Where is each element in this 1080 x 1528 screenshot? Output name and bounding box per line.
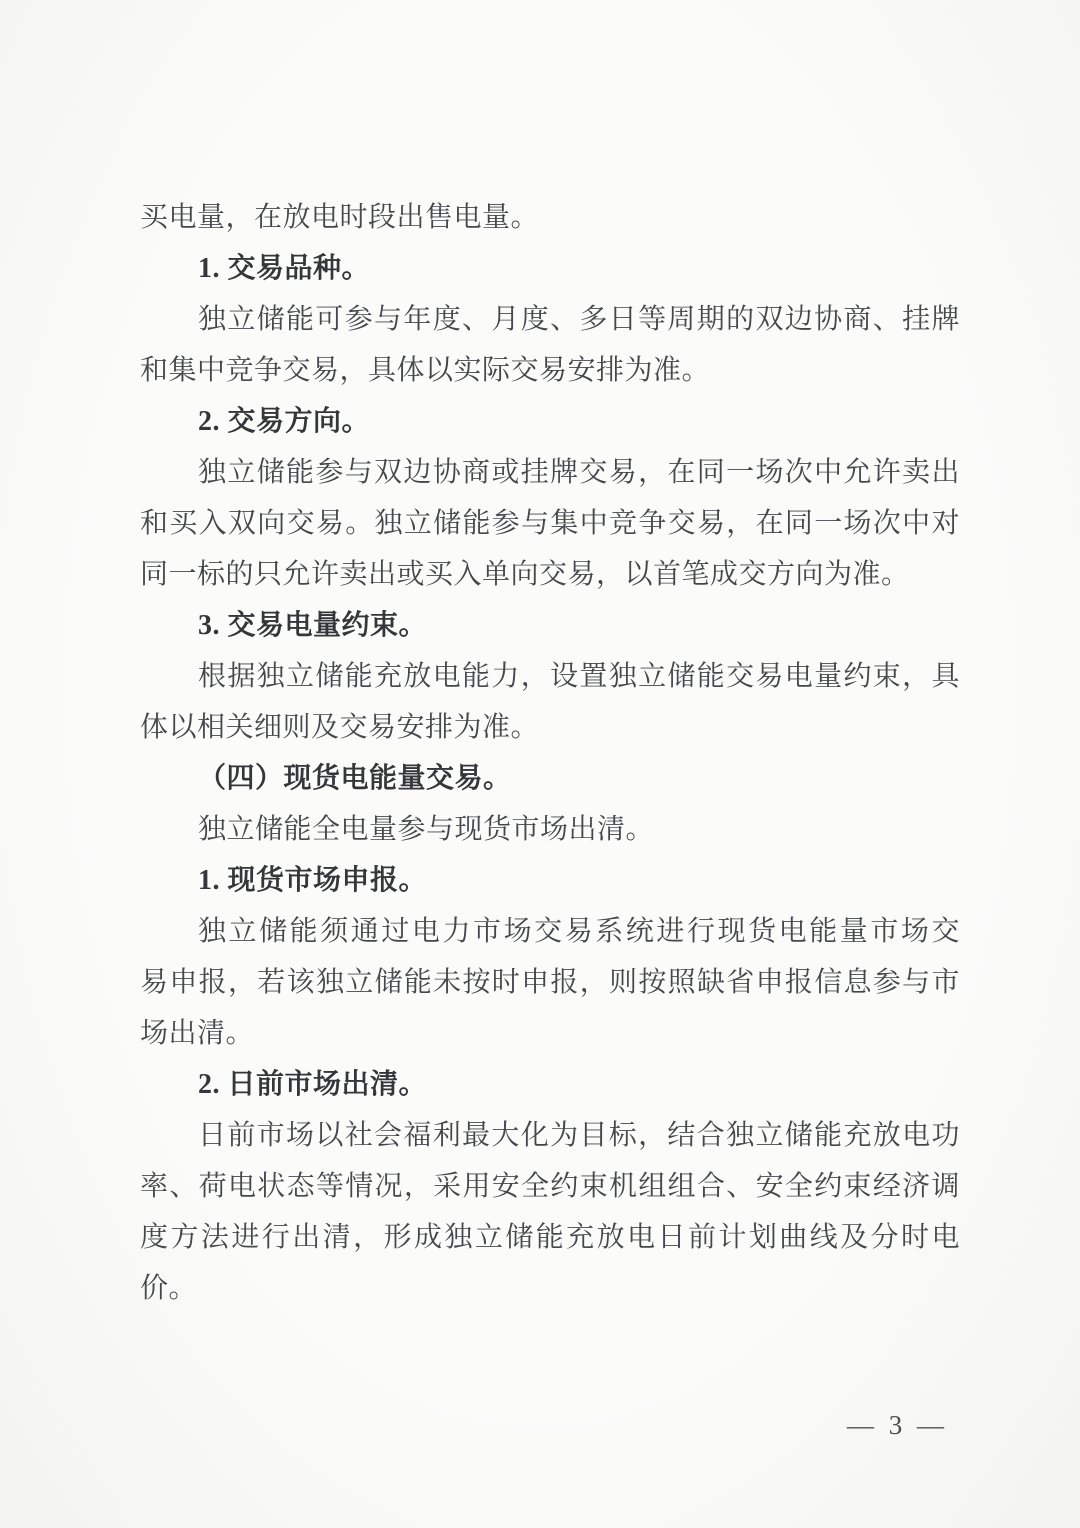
text-line: 同一标的只允许卖出或买入单向交易，以首笔成交方向为准。 <box>140 559 910 590</box>
text-line: 率、荷电状态等情况，采用安全约束机组组合、安全约束经济调 <box>140 1171 960 1202</box>
text-line: 价。 <box>140 1273 198 1304</box>
section-heading-trade-direction: 2. 交易方向。 <box>198 406 371 437</box>
section-heading-day-ahead-clearing: 2. 日前市场出清。 <box>198 1069 428 1100</box>
section-heading-trade-variety: 1. 交易品种。 <box>198 253 371 284</box>
text-line: 度方法进行出清，形成独立储能充放电日前计划曲线及分时电 <box>140 1222 960 1253</box>
section-heading-spot-declaration: 1. 现货市场申报。 <box>198 865 428 896</box>
text-line: 体以相关细则及交易安排为准。 <box>140 712 540 743</box>
page-number: — 3 — <box>847 1410 948 1440</box>
text-line: 和集中竞争交易，具体以实际交易安排为准。 <box>140 355 711 386</box>
text-line: 独立储能须通过电力市场交易系统进行现货电能量市场交 <box>198 916 960 947</box>
text-line: 场出清。 <box>140 1018 255 1049</box>
text-line: 买电量，在放电时段出售电量。 <box>140 202 540 233</box>
text-line: 和买入双向交易。独立储能参与集中竞争交易，在同一场次中对 <box>140 508 960 539</box>
section-heading-spot-energy-trade: （四）现货电能量交易。 <box>198 763 512 794</box>
section-heading-volume-constraint: 3. 交易电量约束。 <box>198 610 428 641</box>
text-line: 独立储能参与双边协商或挂牌交易，在同一场次中允许卖出 <box>198 457 960 488</box>
text-line: 独立储能全电量参与现货市场出清。 <box>198 814 655 845</box>
text-line: 易申报，若该独立储能未按时申报，则按照缺省申报信息参与市 <box>140 967 960 998</box>
text-line: 根据独立储能充放电能力，设置独立储能交易电量约束，具 <box>198 661 960 692</box>
text-line: 日前市场以社会福利最大化为目标，结合独立储能充放电功 <box>198 1120 960 1151</box>
text-line: 独立储能可参与年度、月度、多日等周期的双边协商、挂牌 <box>198 304 960 335</box>
